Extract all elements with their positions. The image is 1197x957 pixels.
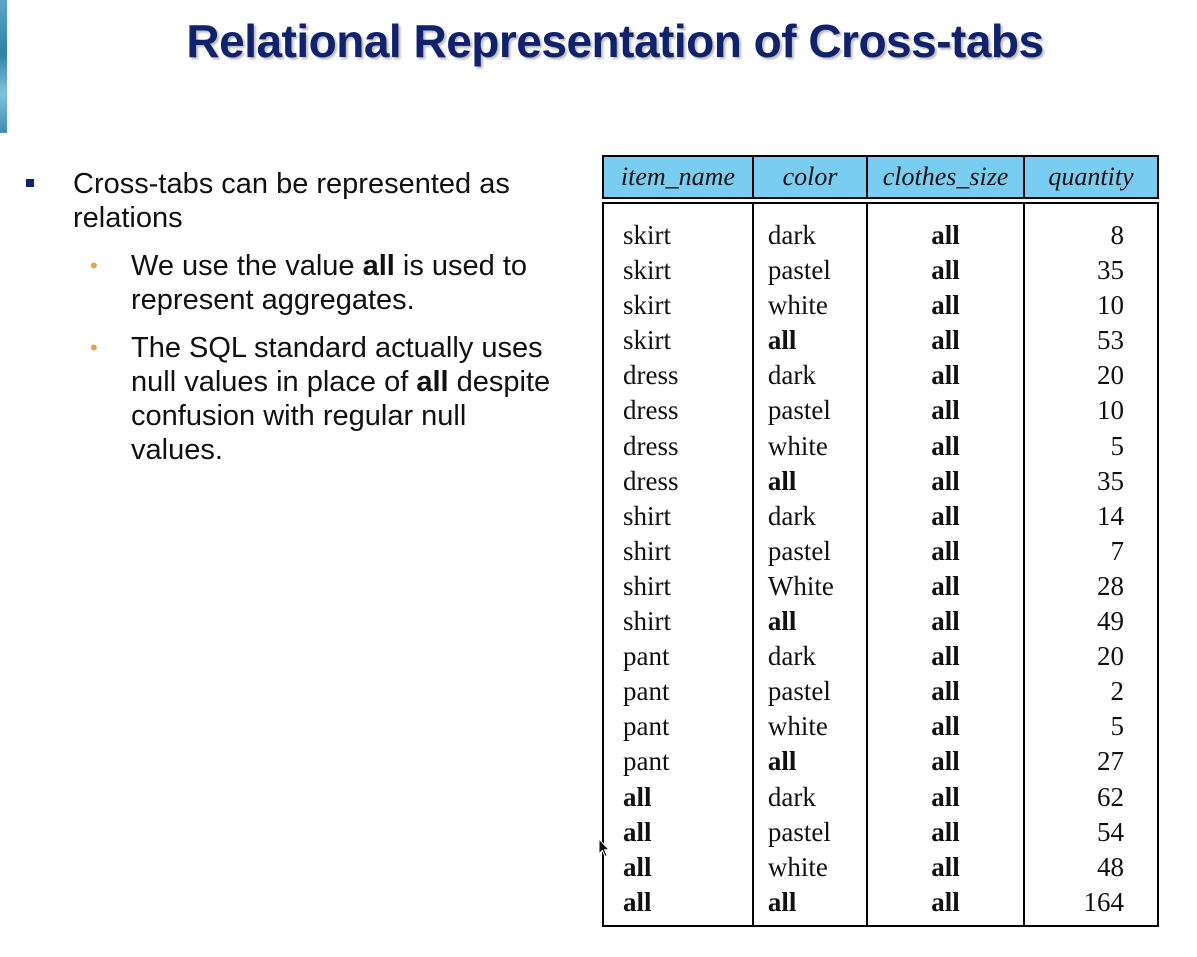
table-cell: skirt xyxy=(623,325,672,356)
table-cell: all xyxy=(623,851,652,882)
bullet-level2-sql-standard xyxy=(18,331,558,467)
dot-bullet-icon: • xyxy=(90,253,98,278)
table-cell: all xyxy=(931,746,960,777)
bullet-list xyxy=(18,167,558,467)
bullet-text-bold: all xyxy=(416,366,449,398)
table-cell: dress xyxy=(623,360,679,391)
table-cell: all xyxy=(931,500,960,531)
table-cell: all xyxy=(931,606,960,637)
table-cell: white xyxy=(767,711,828,742)
table-cell: pant xyxy=(623,641,670,672)
table-cell: 62 xyxy=(1097,781,1124,812)
bullet-text-after: is used to represent aggregates. xyxy=(131,250,528,316)
table-cell: 7 xyxy=(1110,535,1124,566)
table-cell: white xyxy=(767,290,828,321)
table-cell: pastel xyxy=(767,395,831,426)
table-header xyxy=(602,155,1159,199)
table-cell: white xyxy=(767,430,828,461)
table-cell: all xyxy=(931,325,960,356)
table-cell: all xyxy=(931,465,960,496)
header-quantity: quantity xyxy=(1048,162,1134,191)
table-cell: all xyxy=(623,781,652,812)
table-cell: pastel xyxy=(767,676,831,707)
table-cell: pastel xyxy=(767,816,831,847)
table-cell: all xyxy=(623,886,652,917)
table-cell: pastel xyxy=(767,255,831,286)
table-cell: dress xyxy=(623,430,679,461)
bullet-text-bold: all xyxy=(362,250,395,282)
table-cell: all xyxy=(767,746,797,777)
table-cell: 20 xyxy=(1097,360,1124,391)
bullet-level1-text: Cross-tabs can be represented as relations xyxy=(73,168,510,234)
bullet-text-before: We use the value xyxy=(131,250,363,282)
table-cell: 20 xyxy=(1097,641,1124,672)
table-cell: pant xyxy=(623,746,670,777)
table-cell: dress xyxy=(623,465,679,496)
table-cell: all xyxy=(767,886,797,917)
table-cell: all xyxy=(931,430,960,461)
table-cell: all xyxy=(931,255,960,286)
table-cell: 54 xyxy=(1097,816,1124,847)
table-cell: 10 xyxy=(1097,290,1124,321)
table-cell: all xyxy=(931,360,960,391)
table-cell: white xyxy=(767,851,828,882)
header-clothes-size: clothes_size xyxy=(868,157,1025,197)
header-item-name: item_name xyxy=(604,157,754,197)
table-cell: 10 xyxy=(1097,395,1124,426)
table-cell: shirt xyxy=(623,500,672,531)
table-cell: pant xyxy=(623,676,670,707)
header-color: color xyxy=(754,157,868,197)
column-item-name xyxy=(604,204,754,925)
table-cell: all xyxy=(931,816,960,847)
slide-title: Relational Representation of Cross-tabs xyxy=(186,15,1044,67)
dot-bullet-icon: • xyxy=(90,335,98,360)
bullet-level1 xyxy=(18,167,558,235)
table-cell: 35 xyxy=(1097,465,1124,496)
table-cell: 5 xyxy=(1110,430,1124,461)
table-cell: skirt xyxy=(623,255,672,286)
table-cell: dark xyxy=(767,220,816,250)
table-cell: dress xyxy=(623,395,679,426)
table-cell: skirt xyxy=(623,290,672,321)
table-cell: 49 xyxy=(1097,606,1124,637)
table-cell: dark xyxy=(767,360,816,391)
table-cell: all xyxy=(931,641,960,672)
table-cell: dark xyxy=(767,500,816,531)
table-cell: all xyxy=(931,395,960,426)
table-cell: pastel xyxy=(767,535,831,566)
table-cell: 53 xyxy=(1097,325,1124,356)
square-bullet-icon xyxy=(26,179,34,187)
column-quantity xyxy=(1025,204,1157,925)
relation-table xyxy=(602,155,1159,927)
table-cell: all xyxy=(931,711,960,742)
table-cell: dark xyxy=(767,781,816,812)
table-cell: shirt xyxy=(623,606,672,637)
table-cell: 5 xyxy=(1110,711,1124,742)
table-cell: 27 xyxy=(1097,746,1124,777)
table-cell: White xyxy=(767,570,834,601)
column-clothes-size xyxy=(868,204,1025,925)
mouse-pointer-icon xyxy=(598,838,610,858)
table-cell: 28 xyxy=(1097,570,1124,601)
table-cell: all xyxy=(931,290,960,321)
bullet-text-before: The SQL standard actually uses null values in place of xyxy=(131,332,543,398)
table-cell: shirt xyxy=(623,535,672,566)
table-cell: 8 xyxy=(1110,220,1124,250)
table-cell: all xyxy=(931,851,960,882)
table-cell: 164 xyxy=(1083,886,1124,917)
table-cell: all xyxy=(931,781,960,812)
table-cell: all xyxy=(767,465,797,496)
table-cell: all xyxy=(623,816,652,847)
table-cell: 48 xyxy=(1097,851,1124,882)
table-cell: shirt xyxy=(623,570,672,601)
table-cell: all xyxy=(931,535,960,566)
table-cell: all xyxy=(767,606,797,637)
bullet-level2-aggregates xyxy=(18,249,558,317)
table-cell: all xyxy=(767,325,797,356)
table-cell: pant xyxy=(623,711,670,742)
table-cell: dark xyxy=(767,641,816,672)
table-body xyxy=(602,202,1159,927)
table-cell: all xyxy=(931,676,960,707)
column-color xyxy=(754,204,868,925)
table-cell: skirt xyxy=(623,220,672,250)
bullet-text-after: despite confusion with regular null values. xyxy=(131,366,551,466)
table-cell: 14 xyxy=(1097,500,1124,531)
table-cell: 2 xyxy=(1110,676,1124,707)
table-cell: all xyxy=(931,220,960,250)
table-cell: all xyxy=(931,570,960,601)
table-cell: 35 xyxy=(1097,255,1124,286)
table-cell: all xyxy=(931,886,960,917)
